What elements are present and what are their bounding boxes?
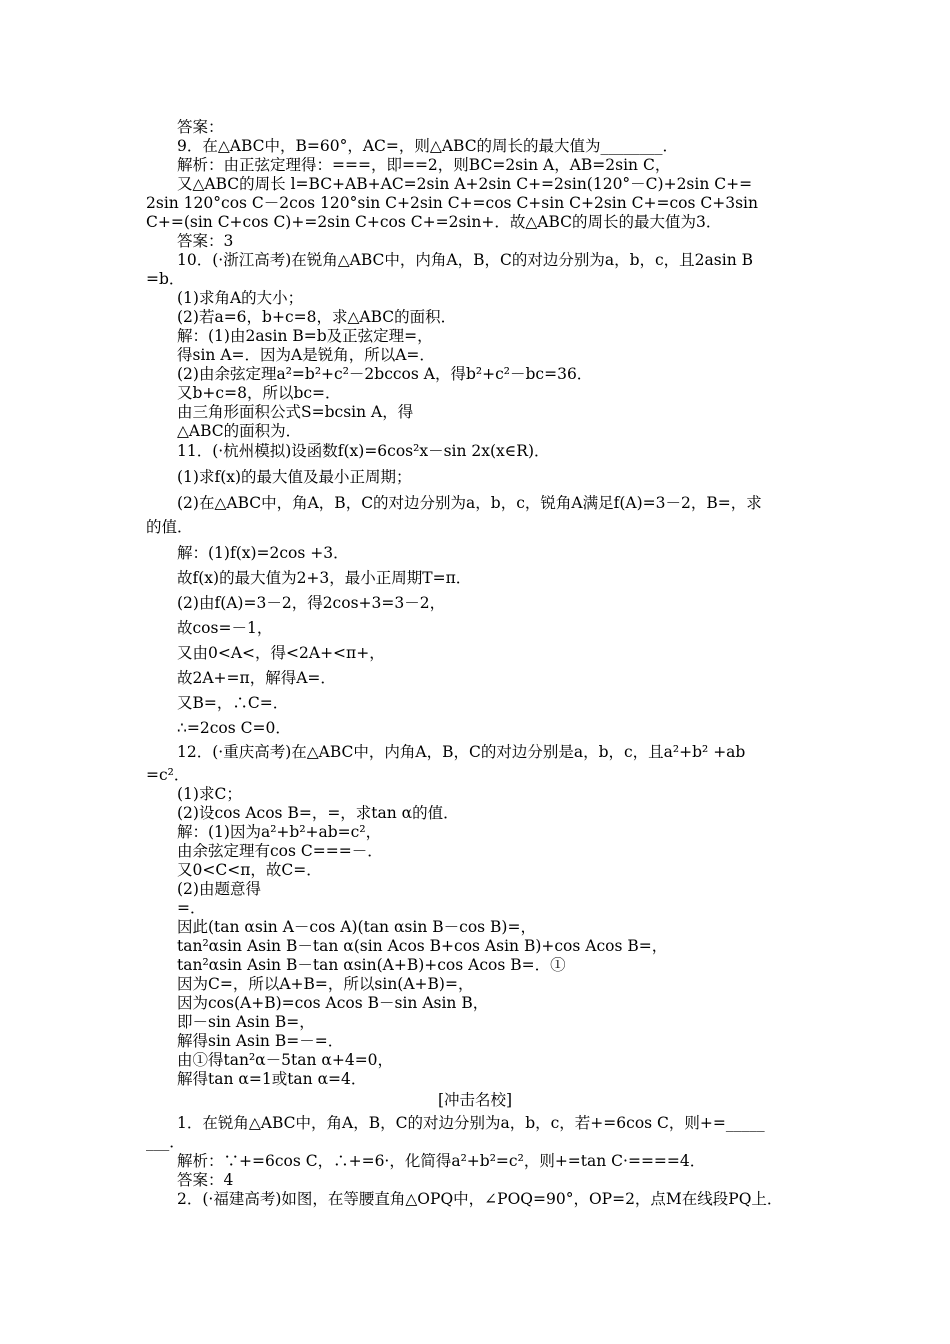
problem-line: =b．: [146, 270, 185, 288]
solution-line: 故cos=－1，: [177, 619, 273, 637]
solution-line: 2sin 120°cos C－2cos 120°sin C+2sin C+=cos C+sin C+2sin C+=cos C+3sin: [146, 194, 758, 212]
solution-line: 解析：∵+=6cos C，∴+=6·，化简得a²+b²=c²，则+=tan C·====4．: [177, 1152, 706, 1170]
solution-line: 由三角形面积公式S=bcsin A，得: [177, 403, 414, 421]
solution-line: △ABC的面积为．: [177, 422, 302, 440]
problem-11: 11．(·杭州模拟)设函数f(x)=6cos²x－sin 2x(x∈R)．: [177, 442, 550, 460]
solution-line: 即－sin Asin B=，: [177, 1013, 315, 1031]
problem-part: (2)设cos Acos B=，=，求tan α的值．: [177, 804, 459, 822]
solution-line: 因为C=，所以A+B=，所以sin(A+B)=，: [177, 975, 474, 993]
solution-line: 又B=，∴C=．: [177, 694, 289, 712]
answer-line: 答案：4: [177, 1171, 234, 1189]
solution-line: 又0<C<π，故C=．: [177, 861, 322, 879]
problem-9: 9．在△ABC中，B=60°，AC=，则△ABC的周长的最大值为________．: [177, 137, 679, 155]
solution-line: 由①得tan²α－5tan α+4=0，: [177, 1051, 394, 1069]
problem-part: (1)求角A的大小；: [177, 289, 304, 307]
solution-line: 故2A+=π，解得A=．: [177, 669, 336, 687]
solution-line: 因此(tan αsin A－cos A)(tan αsin B－cos B)=，: [177, 918, 536, 936]
solution-line: 得sin A=．因为A是锐角，所以A=．: [177, 346, 435, 364]
solution-line: 解：(1)由2asin B=b及正弦定理=，: [177, 327, 433, 345]
problem-line: 的值．: [146, 518, 193, 536]
challenge-problem-1: 1．在锐角△ABC中，角A，B，C的对边分别为a，b，c，若+=6cos C，则+=_____: [177, 1114, 765, 1132]
problem-line: =c²．: [146, 766, 190, 784]
solution-line: 故f(x)的最大值为2+3，最小正周期T=π．: [177, 569, 472, 587]
solution-line: 又b+c=8，所以bc=．: [177, 384, 341, 402]
solution-line: (2)由题意得: [177, 880, 261, 898]
solution-line: 因为cos(A+B)=cos Acos B－sin Asin B，: [177, 994, 489, 1012]
solution-line: ∴=2cos C=0．: [177, 719, 291, 737]
solution-line: (2)由余弦定理a²=b²+c²－2bccos A，得b²+c²－bc=36．: [177, 365, 593, 383]
problem-10: 10．(·浙江高考)在锐角△ABC中，内角A，B，C的对边分别为a，b，c，且2asin B: [177, 251, 753, 269]
challenge-problem-2: 2．(·福建高考)如图，在等腰直角△OPQ中，∠POQ=90°，OP=2，点M在线段PQ上．: [177, 1190, 783, 1208]
solution-line: tan²αsin Asin B－tan α(sin Acos B+cos Asin B)+cos Acos B=，: [177, 937, 668, 955]
problem-12: 12．(·重庆高考)在△ABC中，内角A，B，C的对边分别是a，b，c，且a²+b² +ab: [177, 743, 746, 761]
answer-label: 答案：: [177, 118, 224, 136]
solution-line: 解得tan α=1或tan α=4．: [177, 1070, 367, 1088]
solution-line: 解得sin Asin B=－=．: [177, 1032, 344, 1050]
answer-line: 答案：3: [177, 232, 234, 250]
solution-line: 又△ABC的周长 l=BC+AB+AC=2sin A+2sin C+=2sin(120°－C)+2sin C+=: [177, 175, 753, 193]
solution-line: tan²αsin Asin B－tan αsin(A+B)+cos Acos B=．①: [177, 956, 566, 974]
solution-line: 由余弦定理有cos C===－．: [177, 842, 383, 860]
section-heading: [冲击名校]: [437, 1091, 513, 1109]
solution-line: 解：(1)因为a²+b²+ab=c²，: [177, 823, 382, 841]
solution-line: =．: [177, 899, 206, 917]
solution-line: (2)由f(A)=3－2，得2cos+3=3－2，: [177, 594, 446, 612]
problem-part: (1)求C；: [177, 785, 242, 803]
problem-part: (2)若a=6，b+c=8，求△ABC的面积．: [177, 308, 457, 326]
solution-line: 又由0<A<，得<2A+<π+，: [177, 644, 385, 662]
problem-part: (2)在△ABC中，角A，B，C的对边分别为a，b，c，锐角A满足f(A)=3－2，B=，求: [177, 494, 762, 512]
problem-part: (1)求f(x)的最大值及最小正周期；: [177, 468, 412, 486]
solution-line: C+=(sin C+cos C)+=2sin C+cos C+=2sin+．故△ABC的周长的最大值为3．: [146, 213, 722, 231]
solution-line: 解：(1)f(x)=2cos +3．: [177, 544, 349, 562]
solution-line: 解析：由正弦定理得：===，即==2，则BC=2sin A，AB=2sin C，: [177, 156, 671, 174]
problem-line: ___．: [146, 1133, 185, 1151]
